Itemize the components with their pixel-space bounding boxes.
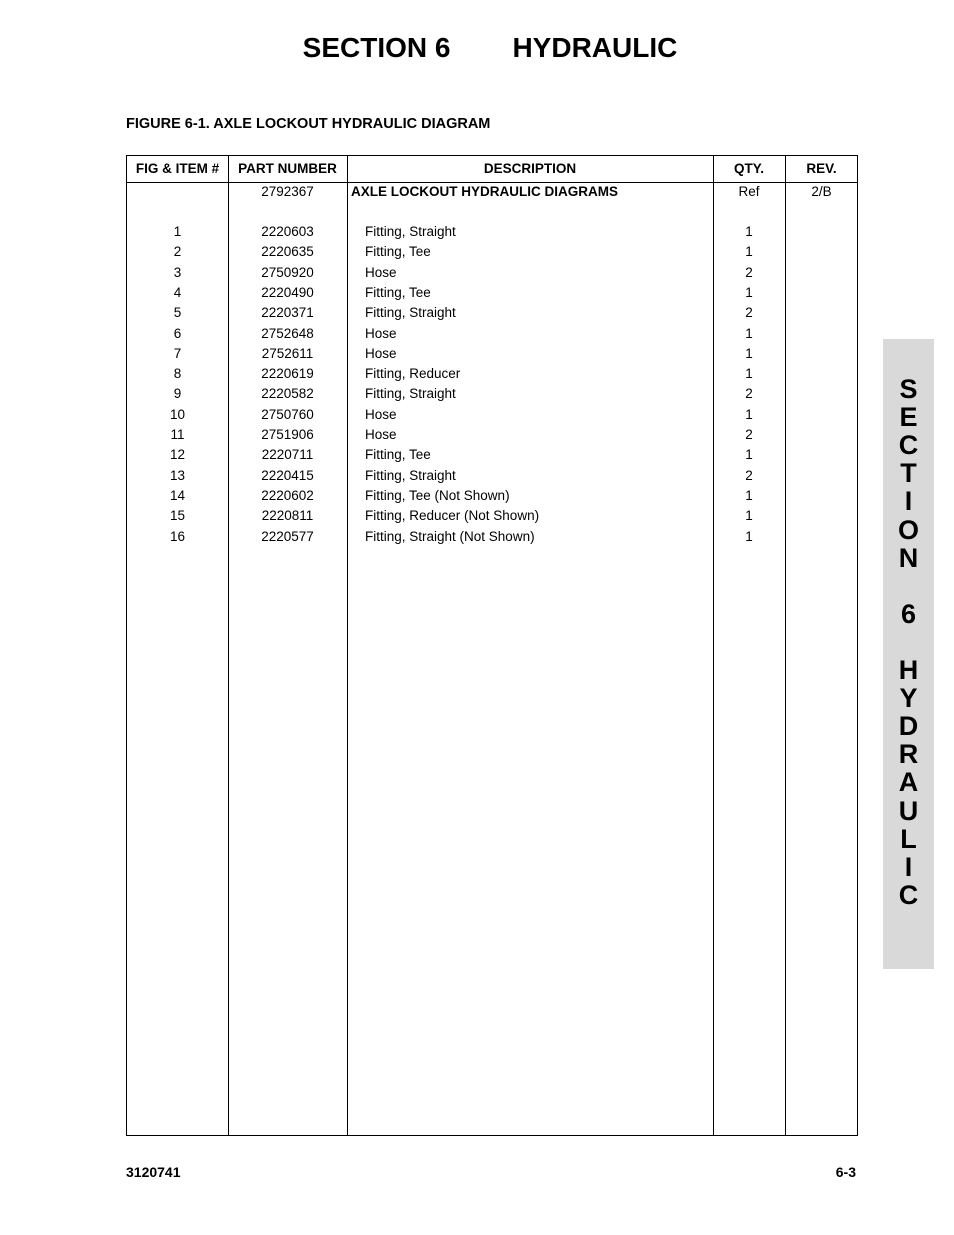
section-label: SECTION 6 [302,32,451,63]
table-row [127,405,857,425]
table-header [127,156,857,183]
side-tab-letter: S [899,374,918,404]
cell-fig: 12 [169,447,186,463]
page-title [0,32,954,64]
cell-qty: 2 [745,305,753,321]
cell-description: Hose [365,427,397,442]
cell-description: Fitting, Tee [365,447,431,463]
table-row [127,324,857,344]
side-tab-letter: D [898,711,919,742]
header-description: DESCRIPTION [483,161,577,176]
table-row [127,445,857,465]
cell-fig: 4 [173,284,182,300]
header-fig-item: FIG & ITEM # [135,161,220,176]
cell-qty: 2 [745,386,753,402]
figure-title: FIGURE 6-1. AXLE LOCKOUT HYDRAULIC DIAGRAM [126,116,491,132]
cell-description: Fitting, Reducer (Not Shown) [365,508,540,524]
table-row [127,242,857,262]
footer-page-number: 6-3 [835,1164,856,1180]
cell-description: Fitting, Tee (Not Shown) [365,487,510,503]
parts-table [126,155,858,1136]
cell-fig: 3 [173,264,182,280]
cell-qty: 2 [745,264,753,280]
cell-description: AXLE LOCKOUT HYDRAULIC DIAGRAMS [351,184,618,199]
cell-part-number: 2220577 [261,528,314,544]
cell-part-number: 2792367 [261,184,314,199]
cell-part-number: 2752648 [261,325,314,341]
side-tab-letter: L [900,823,917,854]
cell-fig: 13 [169,467,186,483]
section-name: HYDRAULIC [512,32,678,63]
cell-description: Fitting, Straight [365,467,456,483]
footer-doc-number: 3120741 [126,1164,181,1180]
table-row [127,283,857,303]
cell-part-number: 2220490 [261,284,314,300]
cell-fig: 10 [169,406,186,422]
cell-rev: 2/B [811,184,832,199]
cell-description: Hose [365,264,397,280]
cell-fig: 15 [169,508,186,524]
cell-qty: 1 [745,224,753,239]
cell-qty: 1 [745,528,753,544]
table-row [127,384,857,404]
cell-part-number: 2220582 [261,386,314,402]
cell-description: Fitting, Tee [365,284,431,300]
side-tab-letter: E [899,402,918,433]
cell-description: Fitting, Straight (Not Shown) [365,528,535,544]
section-side-tab [883,339,934,969]
cell-fig: 7 [173,345,182,361]
cell-part-number: 2750760 [261,406,314,422]
side-tab-letter: I [904,851,913,882]
side-tab-letter: N [898,542,919,573]
cell-description: Hose [365,406,397,422]
table-row [127,506,857,526]
table-row [127,425,857,445]
cell-description: Fitting, Straight [365,386,456,402]
cell-part-number: 2220619 [261,366,314,382]
side-tab-letter: Y [899,683,918,714]
table-bottom-rule [126,1135,858,1136]
cell-fig: 11 [170,427,185,442]
side-tab-letter: T [900,458,917,489]
cell-part-number: 2220603 [261,224,314,239]
cell-part-number: 2750920 [261,264,314,280]
table-row [127,222,857,242]
side-tab-letter: C [898,430,919,461]
cell-qty: 1 [745,487,753,503]
side-tab-letter: C [898,879,919,910]
header-qty: QTY. [733,161,764,176]
cell-qty: 1 [745,366,753,382]
cell-qty: 1 [745,447,753,463]
cell-description: Fitting, Tee [365,244,431,260]
cell-fig: 2 [173,244,182,260]
table-row [127,344,857,364]
side-tab-letter: O [897,514,919,545]
cell-qty: Ref [738,184,760,199]
table-row-main [127,182,857,202]
side-tab-letter: U [898,795,919,826]
table-row [127,486,857,506]
cell-fig: 5 [173,305,182,321]
cell-fig: 6 [173,325,182,341]
side-tab-letter: I [904,486,913,517]
cell-description: Hose [365,345,397,361]
side-tab-letter: A [898,767,919,798]
cell-qty: 1 [745,508,753,524]
cell-fig: 14 [169,487,186,503]
cell-part-number: 2220811 [261,508,314,524]
cell-description: Fitting, Straight [365,305,456,321]
cell-qty: 1 [745,345,753,361]
cell-qty: 1 [745,406,753,422]
cell-qty: 1 [745,284,753,300]
cell-part-number: 2751906 [261,427,314,442]
side-tab-letter: H [898,655,919,685]
cell-part-number: 2220635 [261,244,314,260]
header-rev: REV. [806,161,837,176]
cell-fig: 1 [173,224,182,239]
table-row [127,527,857,547]
side-tab-letter: R [898,739,919,770]
cell-part-number: 2220602 [261,487,314,503]
cell-description: Hose [365,325,397,341]
cell-qty: 2 [745,427,753,442]
cell-fig: 9 [173,386,182,402]
cell-fig: 8 [173,366,182,382]
cell-qty: 1 [745,325,753,341]
cell-part-number: 2220371 [261,305,314,321]
table-row [127,466,857,486]
cell-fig: 16 [169,528,186,544]
cell-qty: 1 [745,244,753,260]
cell-description: Fitting, Reducer [365,366,461,382]
cell-part-number: 2220711 [261,447,314,463]
header-part-number: PART NUMBER [238,161,337,176]
table-row [127,263,857,283]
cell-part-number: 2752611 [261,345,314,361]
cell-description: Fitting, Straight [365,224,456,239]
table-row [127,364,857,384]
table-row [127,303,857,323]
side-tab-letter: 6 [900,598,917,629]
cell-part-number: 2220415 [261,467,314,483]
cell-qty: 2 [745,467,753,483]
